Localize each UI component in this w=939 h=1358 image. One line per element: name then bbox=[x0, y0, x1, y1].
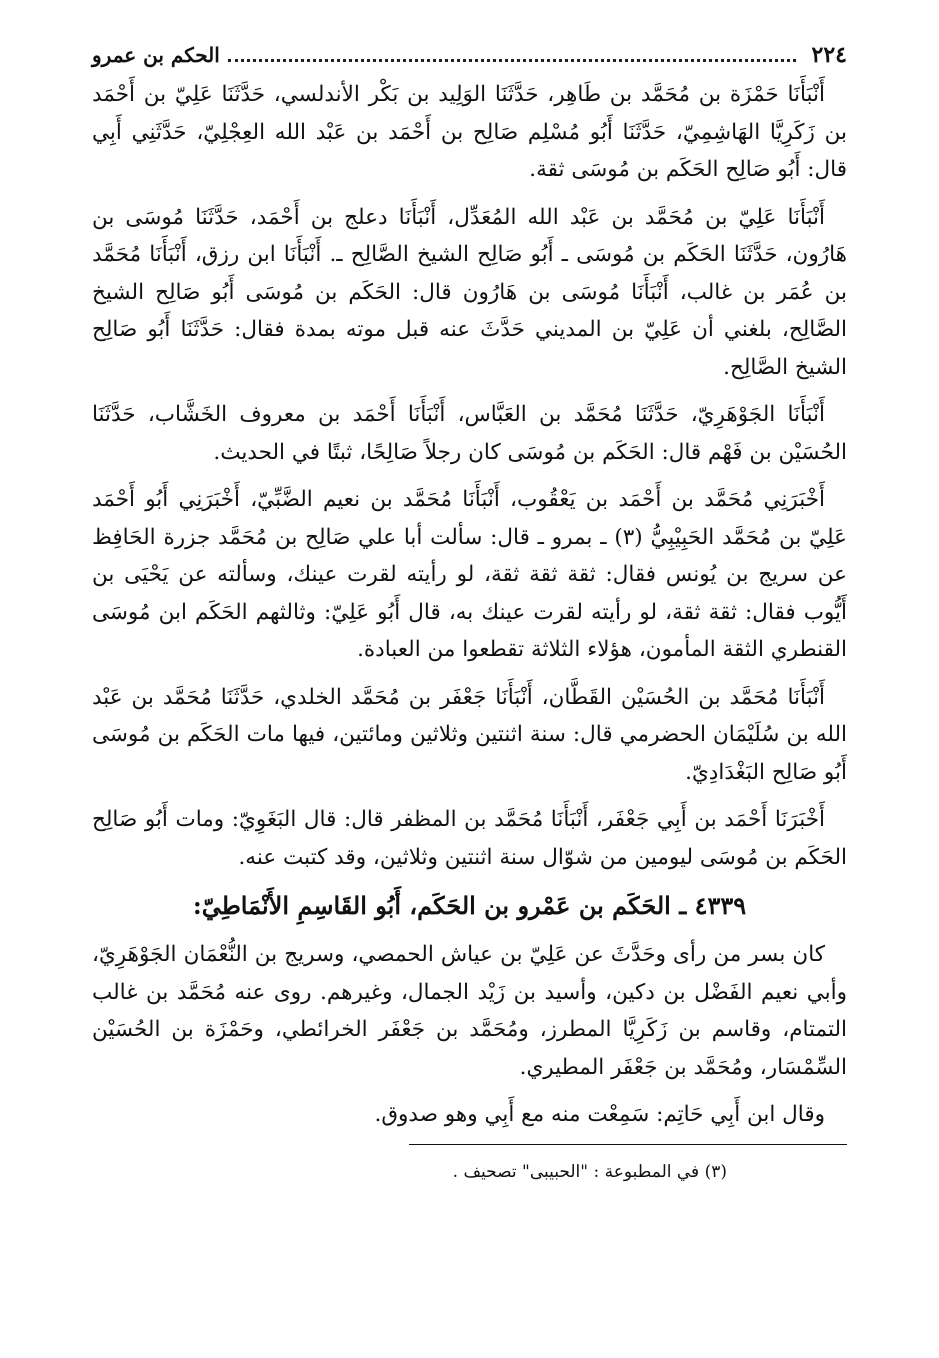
running-title: الحكم بن عمرو bbox=[92, 43, 220, 67]
leader-dots bbox=[228, 59, 796, 62]
entry-paragraph: وقال ابن أَبِي حَاتِم: سَمِعْت منه مع أَبِي وهو صدوق. bbox=[374, 1102, 825, 1127]
running-header bbox=[92, 42, 847, 68]
page-number: ٢٢٤ bbox=[811, 42, 847, 68]
paragraph: أَنْبَأَنَا مُحَمَّد بن الحُسَيْن القَطَّان، أَنْبَأَنَا جَعْفَر بن مُحَمَّد الخلدي، حَدَّثَنَا مُحَمَّد بن عَبْد الله بن سُلَيْمَان الحضرمي قال: سنة اثنتين وثلاثين ومائتين، فيها مات الحَكَم بن مُوسَى أَبُو صَالِح البَغْدَادِيّ. bbox=[92, 684, 847, 785]
paragraph: أَخْبَرَنَا أَحْمَد بن أَبِي جَعْفَر، أَنْبَأَنَا مُحَمَّد بن المظفر قال: قال البَغَوِيّ: ومات أَبُو صَالِح الحَكَم بن مُوسَى ليومين من شوّال سنة اثنتين وثلاثين، وقد كتبت عنه. bbox=[92, 807, 847, 870]
entry-heading: ٤٣٣٩ ـ الحَكَم بن عَمْرو بن الحَكَم، أَبُو القَاسِمِ الأَنْمَاطِيّ: bbox=[192, 891, 747, 920]
paragraph: أَنْبَأَنَا عَلِيّ بن مُحَمَّد بن عَبْد الله المُعَدِّل، أَنْبَأَنَا دعلج بن أَحْمَد، حَدَّثَنَا مُوسَى بن هَارُون، حَدَّثَنَا الحَكَم بن مُوسَى ـ أَبُو صَالِح الشيخ الصَّالِح ـ. أَنْبَأَنَا ابن رزق، أَنْبَأَنَا مُحَمَّد بن عُمَر بن غالب، أَنْبَأَنَا مُوسَى بن هَارُون قال: الحَكَم بن مُوسَى أَبُو صَالِح الشيخ الصَّالِح، بلغني أن عَلِيّ بن المديني حَدَّثَ عنه قبل موته بمدة فقال: حَدَّثَنَا أَبُو صَالِح الشيخ الصَّالِح. bbox=[92, 204, 847, 380]
paragraph: أَخْبَرَنِي مُحَمَّد بن أَحْمَد بن يَعْقُوب، أَنْبَأَنَا مُحَمَّد بن نعيم الضَّبِّيّ، أَخْبَرَنِي أَبُو أَحْمَد عَلِيّ بن مُحَمَّد الحَبِيْبِيُّ (٣) ـ بمرو ـ قال: سألت أبا علي صَالِح بن مُحَمَّد جزرة الحَافِظ عن سريج بن يُونس فقال: ثقة ثقة ثقة، لو رأيته لقرت عينك، وسألته عن يَحْيَى بن أَيُّوب فقال: ثقة ثقة، لو رأيته لقرت عينك به، قال أَبُو عَلِيّ: وثالثهم الحَكَم ابن مُوسَى القنطري الثقة المأمون، هؤلاء الثلاثة تقطعوا من العبادة. bbox=[92, 487, 847, 662]
footnote: (٣) في المطبوعة : "الحبيبى" تصحيف . bbox=[452, 1161, 727, 1182]
page-body bbox=[92, 76, 847, 1185]
paragraph: أَنْبَأَنَا الجَوْهَرِيّ، حَدَّثَنَا مُحَمَّد بن العَبَّاس، أَنْبَأَنَا أَحْمَد بن معروف الخَشَّاب، حَدَّثَنَا الحُسَيْن بن فَهْم قال: الحَكَم بن مُوسَى كان رجلاً صَالِحًا، ثبتًا في الحديث. bbox=[92, 402, 847, 465]
entry-paragraph: كان بسر من رأى وحَدَّثَ عن عَلِيّ بن عياش الحمصي، وسريج بن النُّعْمَان الجَوْهَرِيّ، وأبي نعيم الفَضْل بن دكين، وأسيد بن زَيْد الجمال، وغيرهم. روى عنه مُحَمَّد بن غالب التمتام، وقاسم بن زَكَرِيَّا المطرز، ومُحَمَّد بن جَعْفَر الخرائطي، وحَمْزَة بن الحُسَيْن السِّمْسَار، ومُحَمَّد بن جَعْفَر المطيري. bbox=[92, 942, 847, 1080]
paragraph: أَنْبَأَنَا حَمْزَة بن مُحَمَّد بن طَاهِر، حَدَّثَنَا الوَلِيد بن بَكْر الأندلسي، حَدَّثَنَا عَلِيّ بن أَحْمَد بن زَكَرِيَّا الهَاشِمِيّ، حَدَّثَنَا أَبُو مُسْلِم صَالِح بن أَحْمَد بن عَبْد الله العِجْلِيّ، حَدَّثَنِي أَبِي قال: أَبُو صَالِح الحَكَم بن مُوسَى ثقة. bbox=[92, 82, 847, 182]
footnote-rule bbox=[409, 1144, 847, 1145]
